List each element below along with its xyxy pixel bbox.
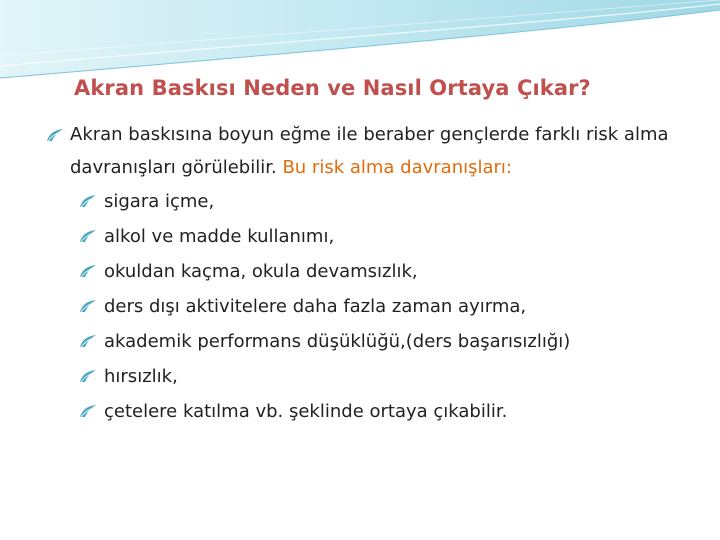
list-item-label: hırsızlık, xyxy=(104,366,178,387)
list-item-label: alkol ve madde kullanımı, xyxy=(104,226,335,247)
list-item xyxy=(46,219,696,254)
list-item-label: ders dışı aktivitelere daha fazla zaman ayırma, xyxy=(104,296,527,317)
list-item-label: çetelere katılma vb. şeklinde ortaya çıkabilir. xyxy=(104,401,508,422)
intro-highlight: Bu risk alma davranışları: xyxy=(282,157,512,178)
list-item xyxy=(46,254,696,289)
list-item-label: sigara içme, xyxy=(104,191,215,212)
wing-bullet-icon xyxy=(79,369,97,383)
wing-bullet-icon xyxy=(79,404,97,418)
risk-behavior-list xyxy=(46,184,696,429)
list-item xyxy=(46,184,696,219)
intro-paragraph xyxy=(46,118,696,184)
list-item xyxy=(46,324,696,359)
slide-content xyxy=(46,118,696,429)
list-item xyxy=(46,289,696,324)
wing-bullet-icon xyxy=(79,194,97,208)
list-item xyxy=(46,394,696,429)
wing-bullet-icon xyxy=(79,264,97,278)
wing-bullet-icon xyxy=(79,299,97,313)
slide-title: Akran Baskısı Neden ve Nasıl Ortaya Çıkar? xyxy=(74,76,591,100)
list-item-label: akademik performans düşüklüğü,(ders başarısızlığı) xyxy=(104,331,571,352)
list-item-label: okuldan kaçma, okula devamsızlık, xyxy=(104,261,418,282)
intro-text: Akran baskısına boyun eğme ile beraber gençlerde farklı risk alma davranışları görülebilir. xyxy=(70,124,669,178)
wing-bullet-icon xyxy=(79,334,97,348)
list-item xyxy=(46,359,696,394)
wing-bullet-icon xyxy=(46,128,64,142)
wing-bullet-icon xyxy=(79,229,97,243)
